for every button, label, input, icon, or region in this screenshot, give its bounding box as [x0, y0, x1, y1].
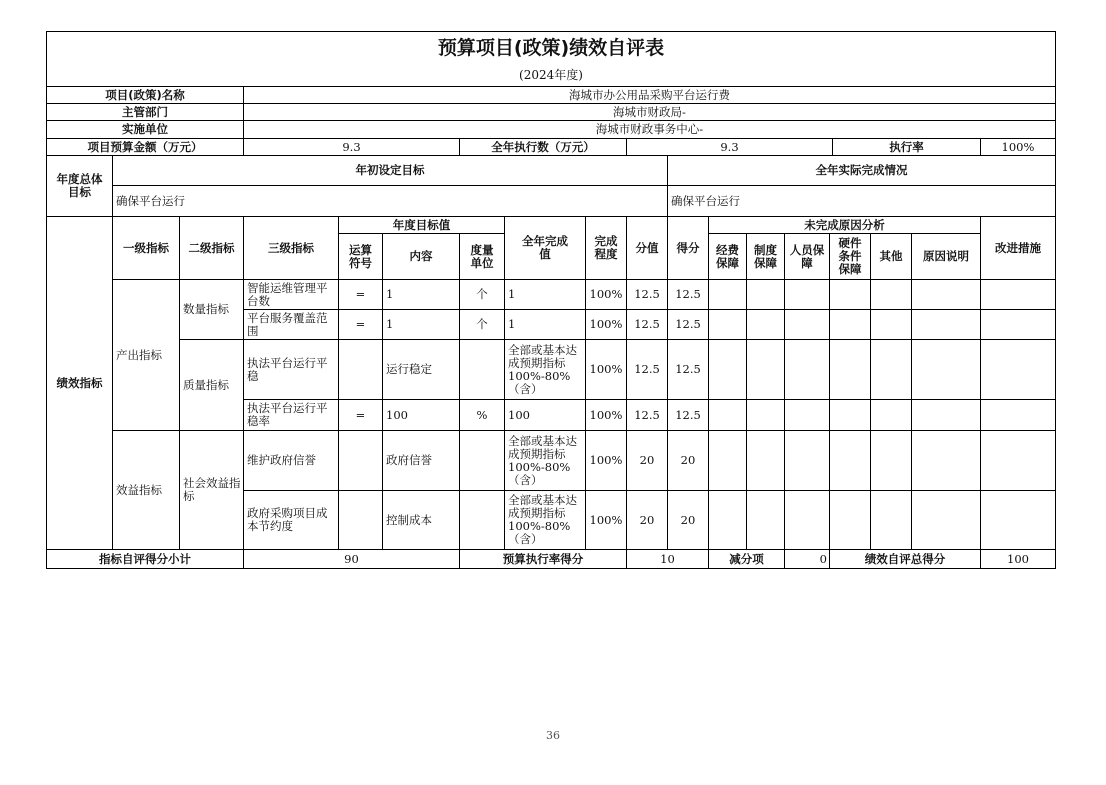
indicator-op: =: [339, 400, 383, 431]
name-label: 项目(政策)名称: [47, 87, 244, 104]
deduct-value: 0: [785, 550, 830, 568]
score-header: 得分: [668, 217, 709, 280]
exec-value: 9.3: [627, 139, 833, 156]
empty-cell: [912, 310, 981, 340]
total-score-label: 绩效自评总得分: [830, 550, 981, 568]
indicator-actual: 100: [505, 400, 586, 431]
empty-cell: [830, 491, 871, 550]
empty-cell: [830, 280, 871, 310]
indicator-degree: 100%: [586, 431, 627, 491]
indicator-score: 20: [668, 491, 709, 550]
empty-cell: [747, 340, 785, 400]
dept-label: 主管部门: [47, 104, 244, 121]
empty-cell: [709, 400, 747, 431]
indicator-actual: 1: [505, 280, 586, 310]
total-score-value: 100: [1007, 551, 1029, 566]
empty-cell: [785, 310, 830, 340]
benefit-indicators-label: 效益指标: [113, 431, 180, 550]
empty-cell: [830, 340, 871, 400]
goal-text: 确保平台运行: [113, 186, 668, 217]
dept-value: 海城市财政局-: [244, 104, 1055, 121]
empty-cell: [981, 400, 1055, 431]
indicator-actual: 1: [505, 310, 586, 340]
indicator-op: =: [339, 310, 383, 340]
empty-cell: [747, 431, 785, 491]
indicator-degree: 100%: [586, 340, 627, 400]
empty-cell: [709, 280, 747, 310]
empty-cell: [981, 310, 1055, 340]
reason-funding-header: 经费保障: [709, 234, 747, 280]
empty-cell: [912, 431, 981, 491]
empty-cell: [785, 280, 830, 310]
social-benefit-label: 社会效益指标: [180, 431, 244, 550]
impl-value: 海城市财政事务中心-: [244, 121, 1055, 139]
indicator-actual: 全部或基本达成预期指标100%-80%（含）: [505, 431, 586, 491]
degree-header: 完成程度: [586, 217, 627, 280]
page-number: 36: [546, 729, 560, 742]
indicator-score: 20: [668, 431, 709, 491]
empty-cell: [871, 491, 912, 550]
empty-cell: [709, 431, 747, 491]
empty-cell: [871, 310, 912, 340]
target-group-header: 年度目标值: [339, 217, 505, 234]
empty-cell: [785, 340, 830, 400]
indicator-degree: 100%: [586, 400, 627, 431]
subtotal-label: 指标自评得分小计: [47, 550, 244, 568]
content-header: 内容: [383, 234, 460, 280]
empty-cell: [785, 431, 830, 491]
indicator-score: 12.5: [668, 340, 709, 400]
empty-cell: [785, 400, 830, 431]
indicator-score-value: 20: [627, 491, 668, 550]
empty-cell: [912, 491, 981, 550]
reason-staff-header: 人员保障: [785, 234, 830, 280]
indicator-degree: 100%: [586, 491, 627, 550]
quantity-indicators-label: 数量指标: [180, 280, 244, 340]
empty-cell: [709, 491, 747, 550]
indicator-score-value: 12.5: [627, 340, 668, 400]
output-indicators-label: 产出指标: [113, 280, 180, 431]
budget-value: 9.3: [244, 139, 460, 156]
empty-cell: [912, 400, 981, 431]
indicator-actual: 全部或基本达成预期指标100%-80%（含）: [505, 491, 586, 550]
budget-rate-score-label: 预算执行率得分: [460, 550, 627, 568]
empty-cell: [747, 491, 785, 550]
indicator-unit: [460, 491, 505, 550]
indicator-degree: 100%: [586, 310, 627, 340]
empty-cell: [785, 491, 830, 550]
indicator-content: 控制成本: [383, 491, 460, 550]
empty-cell: [830, 400, 871, 431]
indicator-content: 政府信誉: [383, 431, 460, 491]
indicator-unit: %: [460, 400, 505, 431]
indicator-op: [339, 491, 383, 550]
empty-cell: [747, 400, 785, 431]
deduct-label: 减分项: [709, 550, 785, 568]
indicator-op: [339, 340, 383, 400]
exec-label: 全年执行数（万元）: [460, 139, 627, 156]
actual-header: 全年实际完成情况: [668, 156, 1055, 186]
reason-hardware-header: 硬件条件保障: [830, 234, 871, 280]
level1-header: 一级指标: [113, 217, 180, 280]
indicator-content: 100: [383, 400, 460, 431]
reason-group-header: 未完成原因分析: [709, 217, 981, 234]
indicator-score-value: 12.5: [627, 400, 668, 431]
level3-header: 三级指标: [244, 217, 339, 280]
empty-cell: [981, 491, 1055, 550]
indicator-content: 1: [383, 310, 460, 340]
empty-cell: [709, 310, 747, 340]
actual-value-header: 全年完成值: [505, 217, 586, 280]
score-value-header: 分值: [627, 217, 668, 280]
reason-note-header: 原因说明: [912, 234, 981, 280]
indicator-op: [339, 431, 383, 491]
empty-cell: [981, 340, 1055, 400]
overall-goal-label: 年度总体目标: [47, 156, 113, 217]
indicator-name: 执法平台运行平稳: [244, 340, 339, 400]
empty-cell: [709, 340, 747, 400]
performance-self-evaluation-table: [46, 31, 1056, 569]
indicator-score-value: 12.5: [627, 280, 668, 310]
reason-system-header: 制度保障: [747, 234, 785, 280]
performance-indicators-label: 绩效指标: [47, 217, 113, 550]
indicator-actual: 全部或基本达成预期指标100%-80%（含）: [505, 340, 586, 400]
indicator-content: 运行稳定: [383, 340, 460, 400]
budget-rate-score-value: 10: [627, 550, 709, 568]
improve-header: 改进措施: [981, 217, 1055, 280]
indicator-name: 智能运维管理平台数: [244, 280, 339, 310]
indicator-op: =: [339, 280, 383, 310]
indicator-score: 12.5: [668, 280, 709, 310]
empty-cell: [912, 340, 981, 400]
indicator-unit: 个: [460, 280, 505, 310]
level2-header: 二级指标: [180, 217, 244, 280]
quality-indicators-label: 质量指标: [180, 340, 244, 431]
reason-other-header: 其他: [871, 234, 912, 280]
op-header: 运算符号: [339, 234, 383, 280]
indicator-name: 执法平台运行平稳率: [244, 400, 339, 431]
indicator-name: 维护政府信誉: [244, 431, 339, 491]
indicator-score: 12.5: [668, 310, 709, 340]
indicator-unit: [460, 340, 505, 400]
empty-cell: [830, 310, 871, 340]
table-year: (2024年度): [47, 65, 1055, 87]
indicator-degree: 100%: [586, 280, 627, 310]
actual-text: 确保平台运行: [668, 186, 1055, 217]
indicator-content: 1: [383, 280, 460, 310]
unit-header: 度量单位: [460, 234, 505, 280]
goal-header: 年初设定目标: [113, 156, 668, 186]
indicator-name: 平台服务覆盖范围: [244, 310, 339, 340]
empty-cell: [871, 280, 912, 310]
empty-cell: [830, 431, 871, 491]
indicator-score: 12.5: [668, 400, 709, 431]
empty-cell: [747, 280, 785, 310]
empty-cell: [871, 431, 912, 491]
indicator-unit: 个: [460, 310, 505, 340]
indicator-unit: [460, 431, 505, 491]
indicator-score-value: 12.5: [627, 310, 668, 340]
indicator-name: 政府采购项目成本节约度: [244, 491, 339, 550]
budget-label: 项目预算金额（万元）: [47, 139, 244, 156]
name-value: 海城市办公用品采购平台运行费: [244, 87, 1055, 104]
empty-cell: [912, 280, 981, 310]
empty-cell: [981, 431, 1055, 491]
rate-value: 100%: [981, 139, 1055, 156]
empty-cell: [871, 400, 912, 431]
rate-label: 执行率: [833, 139, 981, 156]
table-title: 预算项目(政策)绩效自评表: [437, 37, 665, 59]
indicator-score-value: 20: [627, 431, 668, 491]
empty-cell: [871, 340, 912, 400]
empty-cell: [747, 310, 785, 340]
impl-label: 实施单位: [47, 121, 244, 139]
empty-cell: [981, 280, 1055, 310]
subtotal-value: 90: [244, 550, 460, 568]
